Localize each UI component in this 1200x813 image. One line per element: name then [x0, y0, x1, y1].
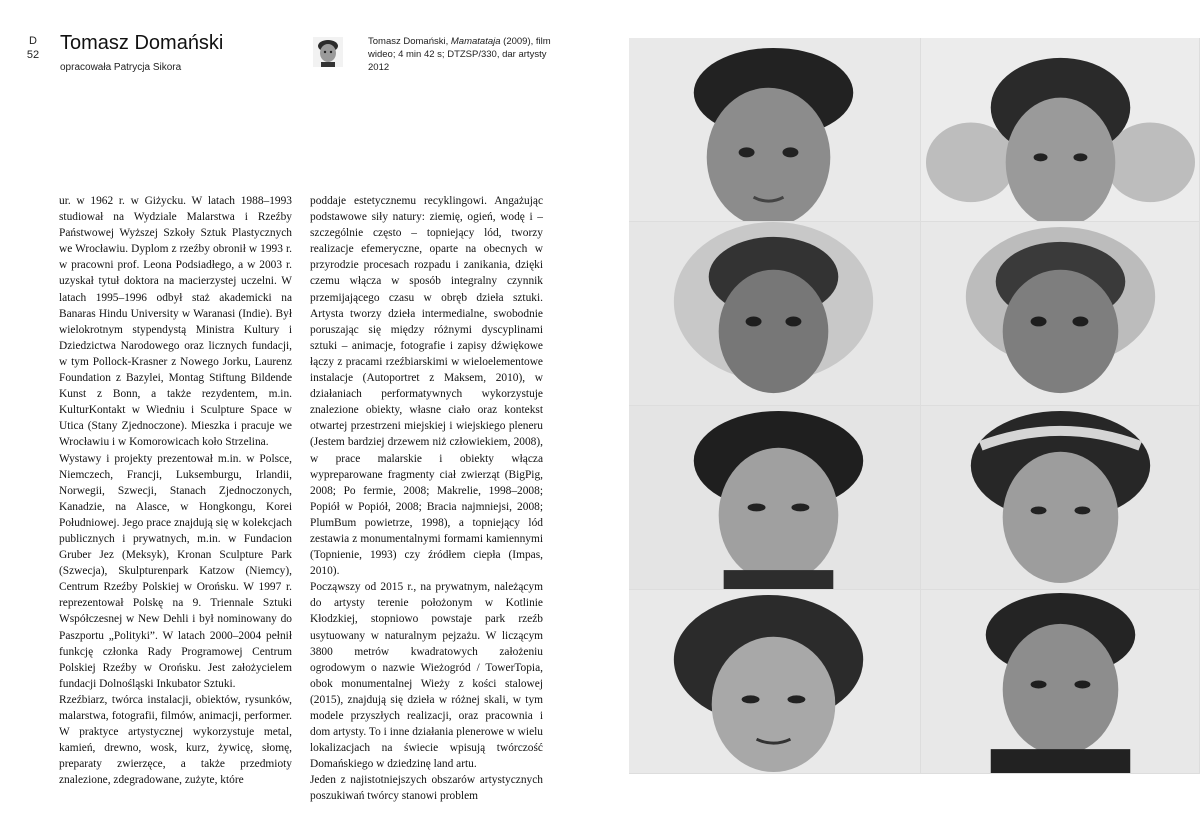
paragraph: Jeden z najistotniejszych obszarów artystycznych poszukiwań twórcy stanowi problem	[310, 774, 543, 803]
paragraph: Rzeźbiarz, twórca instalacji, obiektów, rysunków, malarstwa, fotografii, filmów, animacji, performer. W praktyce artystycznej wykorzystuje metal, kamień, drewno, wosk, kurz, żywicę, słomę, preparaty zwierzęce, a także przedmioty znalezione, zdegradowane, zużyte, które	[59, 693, 292, 787]
portrait-man	[921, 590, 1200, 774]
paragraph: Wystawy i projekty prezentował m.in. w Polsce, Niemczech, Francji, Luksemburgu, Irlandii, Norwegii, Szwecji, Stanach Zjednoczonych, Kanadzie, na Alasce, w Hongkongu, Korei Południowej. Jego prace znajdują się w kolekcjach publicznych i prywatnych, m.in. w Fundacion Gruber Jez (Meksyk), Kronan Sculpture Park (Szwecja), Skulpturenpark Katzow (Niemcy), Centrum Rzeźby Polskiej w Orońsku. W 1997 r. reprezentował Polskę na 9. Triennale Sztuki Współczesnej w New Dehli i był nominowany do Paszportu „Polityki”. W latach 2000–2004 pełnił funkcję członka Rady Programowej Centrum Polskiej Rzeźby w Orońsku. Jest założycielem fundacji Dolnośląski Inkubator Sztuki.	[59, 452, 292, 690]
portrait-grid	[629, 38, 1200, 774]
portrait-child-bonnet	[629, 222, 921, 406]
paragraph: Począwszy od 2015 r., na prywatnym, należącym do artysty terenie położonym w Kotlinie Kłodzkiej, stopniowo powstaje park rzeźb usytuowany w naturalnym pejzażu. W liczącym 3800 metrów kwadratowych założeniu ogrodowym o nazwie Wieżogród / TowerTopia, obok monumentalnej Wieży z kości stalowej (2015), znajdują się dzieła w różnej skali, w tym modele przyszłych realizacji, oraz pracownia i dom artysty. To i inne działania plenerowe w wielu lokalizacjach na świecie wpisują twórczość Domańskiego w dziedzinę land artu.	[310, 581, 543, 771]
portrait-teen-boy	[629, 406, 921, 590]
figure-caption	[368, 35, 568, 74]
caption-author: Tomasz Domański,	[368, 36, 451, 47]
caption-work-title: Mamatataja	[450, 36, 501, 47]
page-marker	[26, 34, 40, 62]
page-title: Tomasz Domański	[60, 32, 224, 54]
paragraph: poddaje estetycznemu recyklingowi. Angażując podstawowe siły natury: ziemię, ogień, wodę i – szczególnie często – topniejący lód, tworzy realizacje efemeryczne, oparte na obecnych w przyrodzie procesach rozpadu i zanikania, dzięki czemu włącza w sposób integralny czynnik przemijającego czasu w obręb dzieła sztuki. Artysta tworzy dzieła intermedialne, swobodnie poruszając się między różnymi dyscyplinami sztuki – animacje, fotografie i zapisy dźwiękowe łączy z pracami rzeźbiarskimi w wieloelementowe instalacje (Autoportret z Maksem, 2010), w działaniach performatywnych wykorzystuje znalezione obiekty, własne ciało oraz kontekst otwartej przestrzeni miejskiej i wiejskiego pleneru (Jestem bardziej drzewem niż człowiekiem, 2008), w prace malarskie i obiekty włącza wypreparowane fragmenty ciał zwierząt (BigPig, 2008; Po fermie, 2008; Makrelie, 1998–2008; Popiół w Popiół, 2008; Bracia najmniejsi, 2008; PlumBum powietrze, 1998), a topniejący lód zestawia z monumentalnymi formami kamiennymi (Topnienie, 1993) czy źródłem ciepła (Impas, 2010).	[310, 195, 543, 578]
paragraph: ur. w 1962 r. w Giżycku. W latach 1988–1993 studiował na Wydziale Malarstwa i Rzeźby Państwowej Wyższej Szkoły Sztuk Plastycznych we Wrocławiu. Dyplom z rzeźby obronił w 1993 r. w pracowni prof. Leona Podsiadłego, a w 2003 r. uzyskał tytuł doktora na macierzystej uczelni. W latach 1995–1996 odbył staż akademicki na Banaras Hindu University w Waranasi (Indie). Był wielokrotnym stypendystą Ministra Kultury i Dziedzictwa Narodowego oraz licznych fundacji, w tym Pollock-Krasner z Nowego Jorku, Laurenz Foundation z Bazylei, Montag Stiftung Bildende Kunst z Bonn, a także rezydentem, m.in. KulturKontakt w Wiedniu i Sculpture Space w Utica (Stany Zjednoczone). Mieszka i pracuje we Wrocławiu i w Komorowicach koło Strzelina.	[59, 195, 292, 449]
portrait-girl-bows	[921, 38, 1200, 222]
portrait-girl-fringe	[921, 222, 1200, 406]
text-column-left	[59, 193, 292, 788]
portrait-child-beret	[629, 38, 921, 222]
section-marker: D	[29, 35, 37, 47]
portrait-woman	[629, 590, 921, 774]
author-credit: opracowała Patrycja Sikora	[60, 62, 182, 73]
caption-details: (2009), film wideo; 4 min 42 s; DTZSP/330, dar artysty 2012	[368, 36, 551, 73]
caption-thumbnail	[313, 37, 343, 67]
page-number: 52	[26, 49, 40, 61]
portrait-teen-girl-band	[921, 406, 1200, 590]
text-column-right	[310, 193, 543, 805]
